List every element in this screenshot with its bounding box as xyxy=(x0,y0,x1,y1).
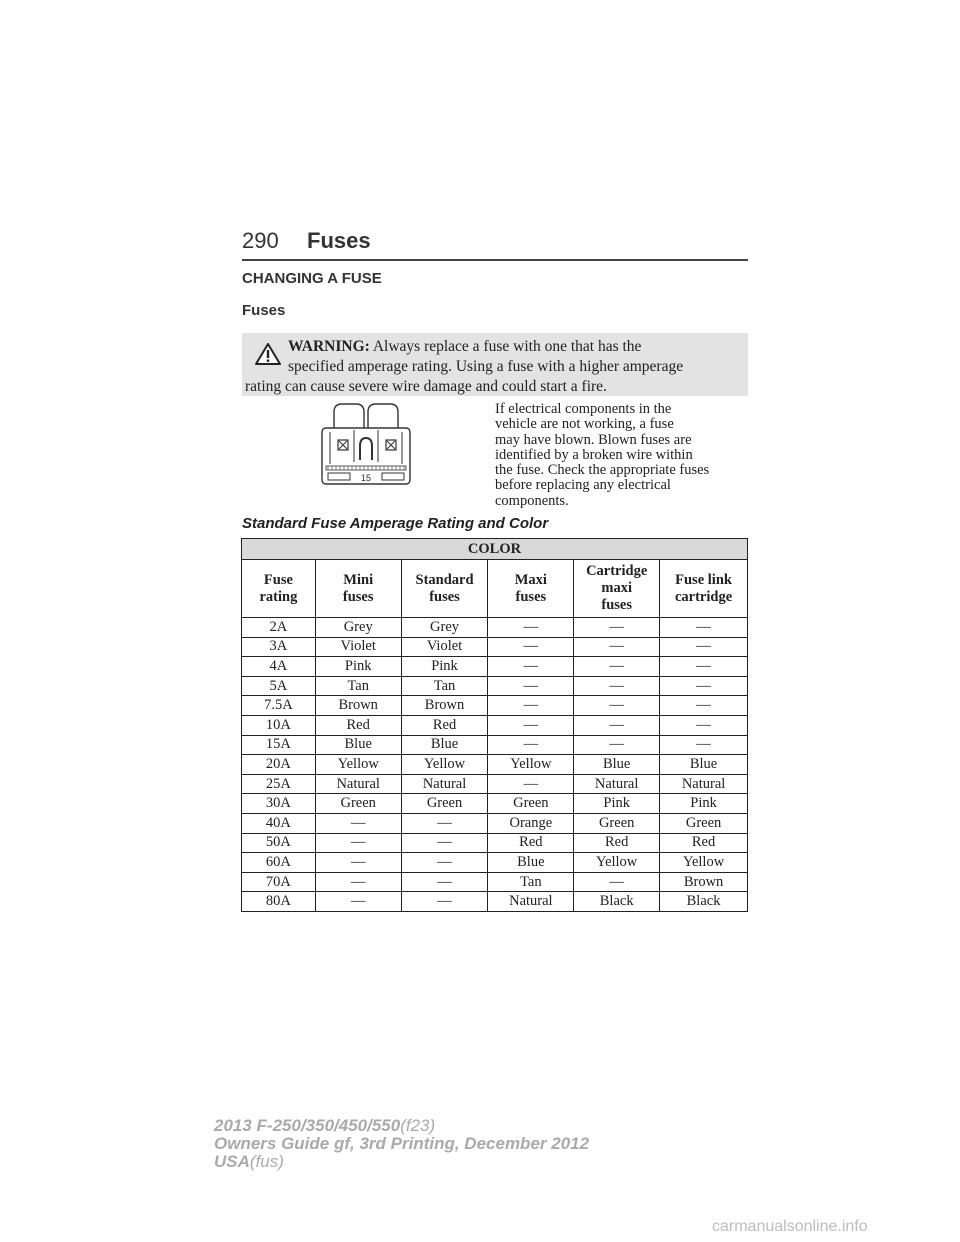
warning-text xyxy=(242,337,742,397)
table-cell: Red xyxy=(401,715,488,735)
side-text-line: identified by a broken wire within xyxy=(495,446,693,463)
table-cell: Green xyxy=(315,794,401,814)
table-cell: Natural xyxy=(574,774,660,794)
footer-printing: Owners Guide gf, 3rd Printing, December 2012 xyxy=(214,1134,590,1153)
footer-model: 2013 F-250/350/450/550 xyxy=(214,1116,401,1135)
table-cell: 2A xyxy=(242,618,316,638)
table-cell: Blue xyxy=(401,735,488,755)
column-header xyxy=(242,560,316,618)
table-cell: Red xyxy=(488,833,574,853)
table-row xyxy=(242,833,748,853)
table-cell: Violet xyxy=(315,637,401,657)
table-cell: 3A xyxy=(242,637,316,657)
table-row xyxy=(242,637,748,657)
table-cell: — xyxy=(488,637,574,657)
table-cell: Red xyxy=(574,833,660,853)
table-cell: Pink xyxy=(401,657,488,677)
table-cell: — xyxy=(315,853,401,873)
column-header xyxy=(401,560,488,618)
table-cell: Brown xyxy=(660,872,748,892)
table-cell: — xyxy=(488,715,574,735)
table-cell: — xyxy=(401,892,488,912)
table-row xyxy=(242,892,748,912)
blown-fuse-description xyxy=(495,402,755,509)
column-header xyxy=(574,560,660,618)
table-cell: — xyxy=(574,637,660,657)
table-row xyxy=(242,774,748,794)
table-cell: — xyxy=(401,872,488,892)
column-header-line: Mini xyxy=(343,571,374,588)
section-title: Fuses xyxy=(307,228,371,253)
side-text-line: vehicle are not working, a fuse xyxy=(495,416,674,433)
table-cell: — xyxy=(401,853,488,873)
footer-region: USA xyxy=(214,1152,250,1171)
column-header-line: maxi xyxy=(601,580,632,596)
column-header xyxy=(660,560,748,618)
table-cell: Black xyxy=(660,892,748,912)
table-cell: 80A xyxy=(242,892,316,912)
table-cell: Blue xyxy=(315,735,401,755)
table-cell: — xyxy=(574,872,660,892)
table-row xyxy=(242,735,748,755)
table-cell: 40A xyxy=(242,813,316,833)
warning-label: WARNING: xyxy=(288,338,370,355)
watermark: carmanualsonline.info xyxy=(712,1218,868,1235)
table-cell: Yellow xyxy=(574,853,660,873)
column-header-line: fuses xyxy=(601,597,632,613)
table-cell: Natural xyxy=(660,774,748,794)
column-header xyxy=(315,560,401,618)
table-cell: 10A xyxy=(242,715,316,735)
table-title: Standard Fuse Amperage Rating and Color xyxy=(242,515,549,532)
column-header-line: fuses xyxy=(342,588,374,605)
table-cell: Pink xyxy=(660,794,748,814)
table-cell: Red xyxy=(660,833,748,853)
table-cell: 20A xyxy=(242,755,316,775)
table-cell: Green xyxy=(488,794,574,814)
column-header-line: Standard xyxy=(415,571,474,588)
side-text-line: before replacing any electrical xyxy=(495,477,671,494)
footer-region-code: (fus) xyxy=(249,1152,284,1171)
table-cell: — xyxy=(574,676,660,696)
warning-line-3: rating can cause severe wire damage and could start a fire. xyxy=(245,378,607,395)
fuse-rating-label: 15 xyxy=(360,473,372,483)
table-row xyxy=(242,696,748,716)
column-header-line: Maxi xyxy=(514,571,547,588)
column-header-line: Fuse xyxy=(263,571,293,588)
table-cell: — xyxy=(574,735,660,755)
header-divider xyxy=(242,259,748,261)
table-cell: Red xyxy=(315,715,401,735)
fuse-color-table xyxy=(241,538,748,912)
table-row xyxy=(242,853,748,873)
blade-fuse-illustration xyxy=(320,402,412,488)
table-cell: Yellow xyxy=(401,755,488,775)
footer-model-code: (f23) xyxy=(400,1116,436,1135)
table-body xyxy=(242,618,748,912)
column-header-line: Cartridge xyxy=(586,563,648,579)
table-cell: — xyxy=(660,637,748,657)
table-cell: Tan xyxy=(315,676,401,696)
table-cell: 60A xyxy=(242,853,316,873)
table-cell: Pink xyxy=(315,657,401,677)
table-row xyxy=(242,794,748,814)
table-cell: 25A xyxy=(242,774,316,794)
column-header-line: Fuse link xyxy=(675,571,732,588)
table-cell: Brown xyxy=(315,696,401,716)
table-cell: Green xyxy=(401,794,488,814)
column-header-line: cartridge xyxy=(674,588,733,605)
table-cell: — xyxy=(574,696,660,716)
warning-box xyxy=(242,333,748,396)
table-cell: Brown xyxy=(401,696,488,716)
table-cell: — xyxy=(401,833,488,853)
table-cell: — xyxy=(315,833,401,853)
table-cell: Black xyxy=(574,892,660,912)
table-cell: — xyxy=(488,774,574,794)
table-row xyxy=(242,755,748,775)
column-header-line: fuses xyxy=(429,588,460,605)
table-cell: 7.5A xyxy=(242,696,316,716)
table-cell: 4A xyxy=(242,657,316,677)
table-cell: — xyxy=(315,872,401,892)
table-cell: Grey xyxy=(315,618,401,638)
table-cell: Green xyxy=(574,813,660,833)
table-cell: — xyxy=(315,813,401,833)
table-cell: Tan xyxy=(488,872,574,892)
table-cell: — xyxy=(574,657,660,677)
warning-line-2: specified amperage rating. Using a fuse with a higher amperage xyxy=(288,358,684,375)
table-cell: — xyxy=(660,735,748,755)
heading-changing-a-fuse: CHANGING A FUSE xyxy=(242,270,382,287)
table-cell: Natural xyxy=(488,892,574,912)
table-cell: — xyxy=(401,813,488,833)
table-cell: Grey xyxy=(401,618,488,638)
table-cell: Blue xyxy=(574,755,660,775)
side-text-line: If electrical components in the xyxy=(495,401,672,417)
table-cell: 15A xyxy=(242,735,316,755)
table-cell: — xyxy=(488,618,574,638)
table-cell: — xyxy=(660,657,748,677)
side-text-line: components. xyxy=(495,492,569,509)
table-group-header: COLOR xyxy=(242,539,748,560)
subheading-fuses: Fuses xyxy=(242,302,286,319)
table-cell: — xyxy=(488,657,574,677)
table-cell: — xyxy=(315,892,401,912)
warning-line-1: Always replace a fuse with one that has the xyxy=(372,338,642,355)
column-header-line: fuses xyxy=(515,588,547,605)
table-cell: Natural xyxy=(401,774,488,794)
table-cell: 50A xyxy=(242,833,316,853)
page-number: 290 xyxy=(242,228,279,253)
table-cell: 70A xyxy=(242,872,316,892)
table-cell: 5A xyxy=(242,676,316,696)
table-cell: Natural xyxy=(315,774,401,794)
table-cell: Pink xyxy=(574,794,660,814)
column-header xyxy=(488,560,574,618)
column-header-line: rating xyxy=(259,588,298,605)
table-cell: Orange xyxy=(488,813,574,833)
table-row xyxy=(242,813,748,833)
table-cell: — xyxy=(660,618,748,638)
document-footer xyxy=(214,1117,589,1171)
table-row xyxy=(242,676,748,696)
side-text-line: the fuse. Check the appropriate fuses xyxy=(495,462,710,479)
table-cell: — xyxy=(488,676,574,696)
table-row xyxy=(242,872,748,892)
table-cell: Green xyxy=(660,813,748,833)
table-cell: — xyxy=(574,618,660,638)
table-cell: Yellow xyxy=(488,755,574,775)
table-cell: Yellow xyxy=(315,755,401,775)
table-row xyxy=(242,657,748,677)
side-text-line: may have blown. Blown fuses are xyxy=(495,431,692,448)
table-cell: — xyxy=(488,735,574,755)
table-cell: — xyxy=(660,676,748,696)
table-cell: Violet xyxy=(401,637,488,657)
table-row xyxy=(242,715,748,735)
table-cell: Blue xyxy=(660,755,748,775)
table-cell: Blue xyxy=(488,853,574,873)
table-cell: Tan xyxy=(401,676,488,696)
table-cell: — xyxy=(488,696,574,716)
table-cell: 30A xyxy=(242,794,316,814)
page-header xyxy=(242,228,748,262)
table-row xyxy=(242,618,748,638)
table-cell: Yellow xyxy=(660,853,748,873)
table-cell: — xyxy=(660,715,748,735)
table-cell: — xyxy=(660,696,748,716)
table-header-row xyxy=(242,560,748,618)
table-cell: — xyxy=(574,715,660,735)
